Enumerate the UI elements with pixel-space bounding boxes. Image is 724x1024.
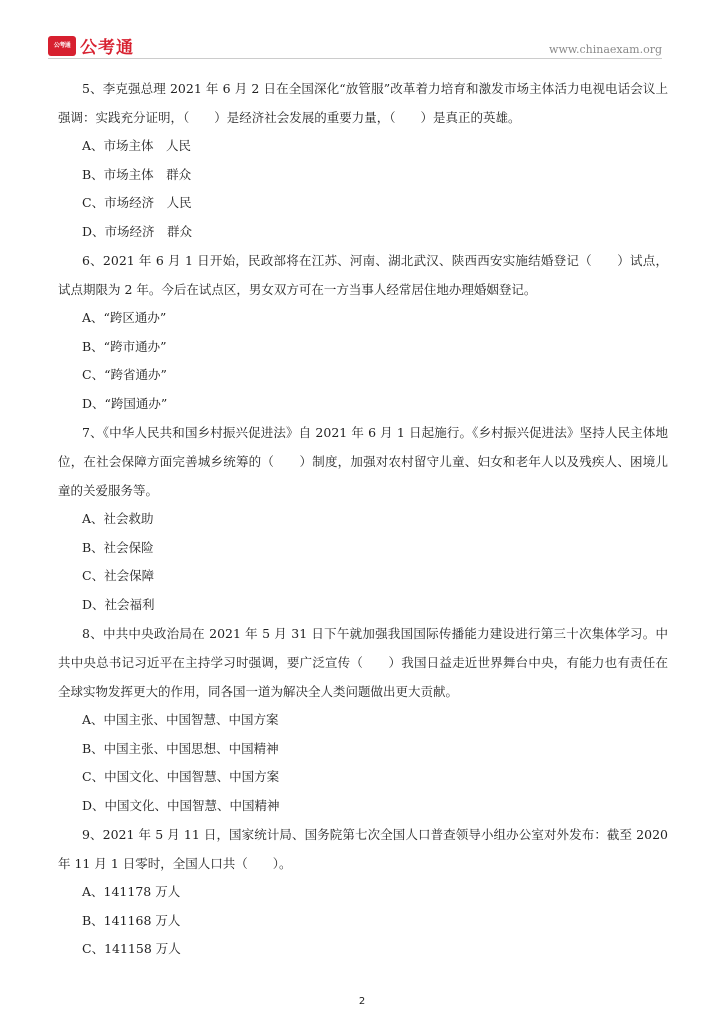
- question-stem: 6、2021 年 6 月 1 日开始，民政部将在江苏、河南、湖北武汉、陕西西安实施结婚登记（ ）试点，试点期限为 2 年。今后在试点区，男女双方可在一方当事人经常居住地办理婚姻登记。: [58, 253, 668, 297]
- option-b: B、141168 万人: [82, 912, 181, 928]
- option-a: A、社会救助: [82, 511, 154, 526]
- option-b: B、市场主体 群众: [82, 166, 192, 182]
- logo-text: 公考通: [80, 38, 134, 58]
- option-d: D、市场经济 群众: [82, 223, 193, 239]
- question-9: [58, 820, 668, 964]
- option-b: B、“跨市通办”: [82, 338, 167, 354]
- option-a: A、141178 万人: [82, 884, 181, 899]
- option-c: C、“跨省通办”: [82, 367, 167, 382]
- logo[interactable]: [48, 33, 134, 58]
- question-7: [58, 418, 668, 619]
- question-5: [58, 74, 668, 246]
- option-b: B、中国主张、中国思想、中国精神: [82, 740, 279, 756]
- question-stem: 5、李克强总理 2021 年 6 月 2 日在全国深化“放管服”改革着力培育和激发市场主体活力电视电话会议上强调：实践充分证明，（ ）是经济社会发展的重要力量，（ ）是真正的英雄。: [58, 81, 668, 125]
- option-d: D、社会福利: [82, 596, 155, 612]
- question-stem: 7、《中华人民共和国乡村振兴促进法》自 2021 年 6 月 1 日起施行。《乡村振兴促进法》坚持人民主体地位，在社会保障方面完善城乡统筹的（ ）制度，加强对农村留守儿童、妇女和老年人以及残疾人、困境儿童的关爱服务等。: [58, 425, 668, 498]
- option-a: A、“跨区通办”: [82, 310, 167, 325]
- page-header: [0, 0, 724, 60]
- header-divider: [48, 58, 662, 59]
- question-list: [58, 74, 668, 964]
- question-8: [58, 619, 668, 820]
- option-d: D、中国文化、中国智慧、中国精神: [82, 797, 280, 813]
- option-b: B、社会保险: [82, 539, 154, 555]
- option-c: C、中国文化、中国智慧、中国方案: [82, 769, 280, 784]
- logo-badge: 公考通: [48, 36, 76, 56]
- site-url[interactable]: www.chinaexam.org: [549, 43, 662, 56]
- page-number: 2: [358, 996, 366, 1007]
- question-6: [58, 246, 668, 418]
- question-stem: 9、2021 年 5 月 11 日，国家统计局、国务院第七次全国人口普查领导小组办公室对外发布：截至 2020 年 11 月 1 日零时，全国人口共（ ）。: [58, 827, 668, 871]
- option-a: A、中国主张、中国智慧、中国方案: [82, 712, 279, 727]
- option-c: C、141158 万人: [82, 941, 181, 956]
- option-d: D、“跨国通办”: [82, 395, 168, 411]
- option-a: A、市场主体 人民: [82, 138, 192, 153]
- option-c: C、社会保障: [82, 568, 155, 583]
- question-stem: 8、中共中央政治局在 2021 年 5 月 31 日下午就加强我国国际传播能力建设进行第三十次集体学习。中共中央总书记习近平在主持学习时强调，要广泛宣传（ ）我国日益走近世界舞台中央，有能力也有责任在全球实物发挥更大的作用，同各国一道为解决全人类问题做出更大贡献。: [58, 626, 668, 699]
- option-c: C、市场经济 人民: [82, 195, 192, 210]
